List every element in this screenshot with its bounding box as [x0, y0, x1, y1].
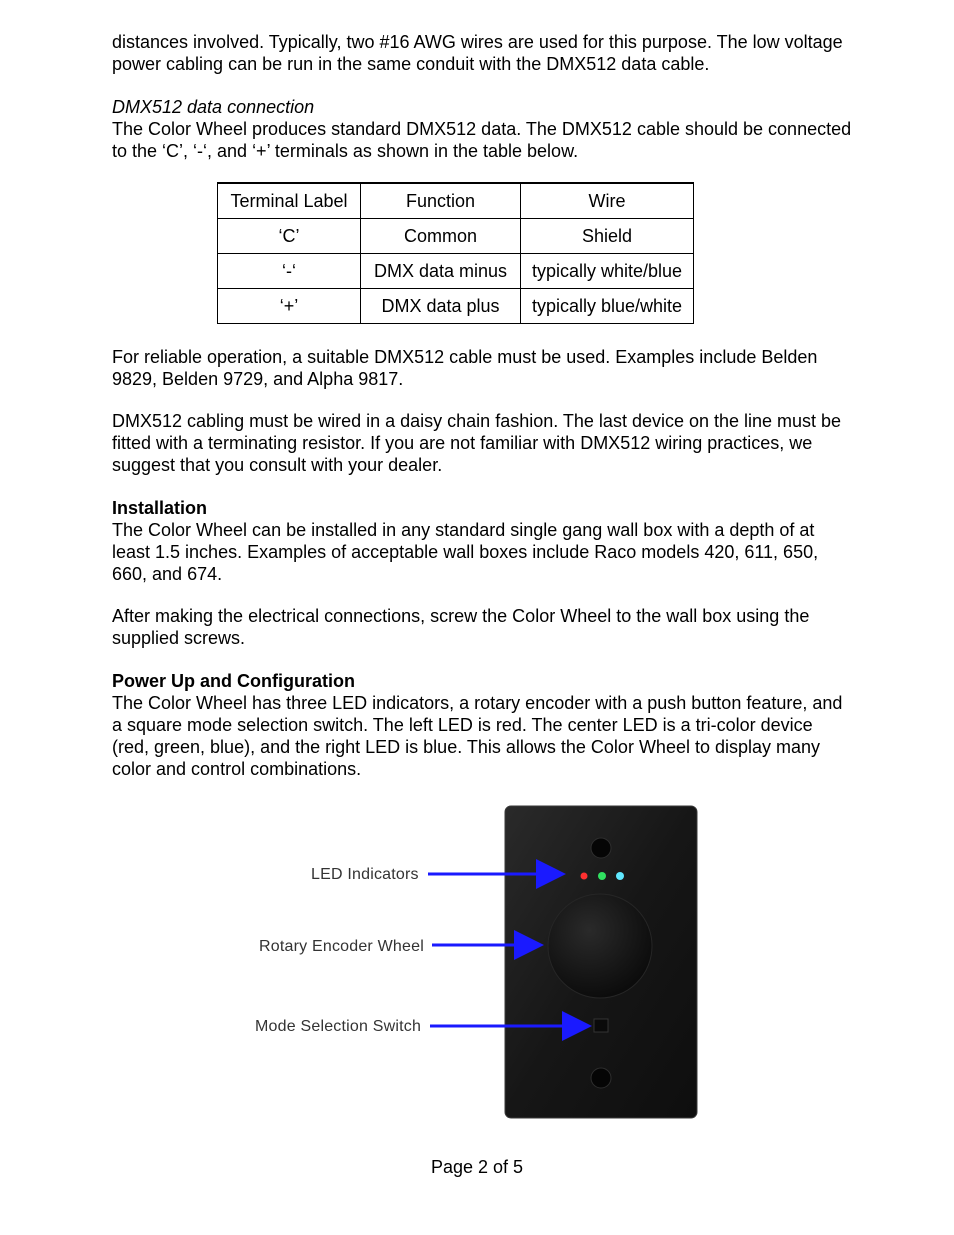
table-header-row: [218, 183, 694, 219]
table-cell: ‘+’: [218, 289, 361, 324]
table-cell: Common: [361, 219, 521, 254]
heading-installation: Installation: [112, 498, 208, 518]
table-cell: ‘C’: [218, 219, 361, 254]
table-row: [218, 254, 694, 289]
paragraph-dmx-terminals: The Color Wheel produces standard DMX512 data. The DMX512 cable should be connected to the ‘C’, ‘-‘, and ‘+’ terminals as shown in the table below.: [112, 119, 852, 161]
bottom-screw-icon: [591, 1068, 611, 1088]
paragraph-installation: The Color Wheel can be installed in any standard single gang wall box with a depth of at least 1.5 inches. Examples of acceptable wall boxes include Raco models 420, 611, 650, 660, and 674.: [112, 520, 819, 584]
green-led-icon: [598, 872, 606, 880]
paragraph-screw-mounting: After making the electrical connections, screw the Color Wheel to the wall box using the supplied screws.: [112, 606, 810, 648]
table-header-cell: Terminal Label: [218, 183, 361, 219]
table-cell: DMX data minus: [361, 254, 521, 289]
paragraph-daisy-chain: DMX512 cabling must be wired in a daisy chain fashion. The last device on the line must be fitted with a terminating resistor. If you are not familiar with DMX512 wiring practices, we suggest that you consult with your dealer.: [112, 411, 842, 475]
led-indicators-label: LED Indicators: [311, 866, 419, 883]
heading-power-up: Power Up and Configuration: [112, 671, 355, 691]
mode-switch-icon: [594, 1019, 608, 1032]
table-cell: ‘-‘: [218, 254, 361, 289]
table-row: [218, 289, 694, 324]
red-led-icon: [581, 873, 588, 880]
page-number: Page 2 of 5: [430, 1157, 524, 1177]
paragraph-cable-examples: For reliable operation, a suitable DMX512 cable must be used. Examples include Belden 9829, Belden 9729, and Alpha 9817.: [112, 347, 818, 389]
table-header-cell: Wire: [521, 183, 694, 219]
paragraph-power-cabling: distances involved. Typically, two #16 AWG wires are used for this purpose. The low voltage power cabling can be run in the same conduit with the DMX512 data cable.: [112, 32, 843, 74]
blue-led-icon: [616, 872, 624, 880]
table-row: [218, 219, 694, 254]
rotary-encoder-knob-icon: [548, 894, 652, 998]
table-cell: typically blue/white: [521, 289, 694, 324]
wall-plate-edge: [505, 806, 697, 1118]
rotary-encoder-label: Rotary Encoder Wheel: [259, 938, 424, 955]
heading-dmx-data-connection: DMX512 data connection: [112, 97, 315, 117]
table-cell: typically white/blue: [521, 254, 694, 289]
mode-switch-label: Mode Selection Switch: [255, 1018, 422, 1035]
table-header-cell: Function: [361, 183, 521, 219]
top-screw-icon: [591, 838, 611, 858]
table-cell: Shield: [521, 219, 694, 254]
terminal-table: [217, 182, 694, 324]
wall-plate: [505, 806, 697, 1118]
table-cell: DMX data plus: [361, 289, 521, 324]
paragraph-led-indicators: The Color Wheel has three LED indicators, a rotary encoder with a push button feature, and a square mode selection switch. The left LED is red. The center LED is a tri-color device (red, green, blue), and the right LED is blue. This allows the Color Wheel to display many color and control combinations.: [112, 693, 843, 779]
